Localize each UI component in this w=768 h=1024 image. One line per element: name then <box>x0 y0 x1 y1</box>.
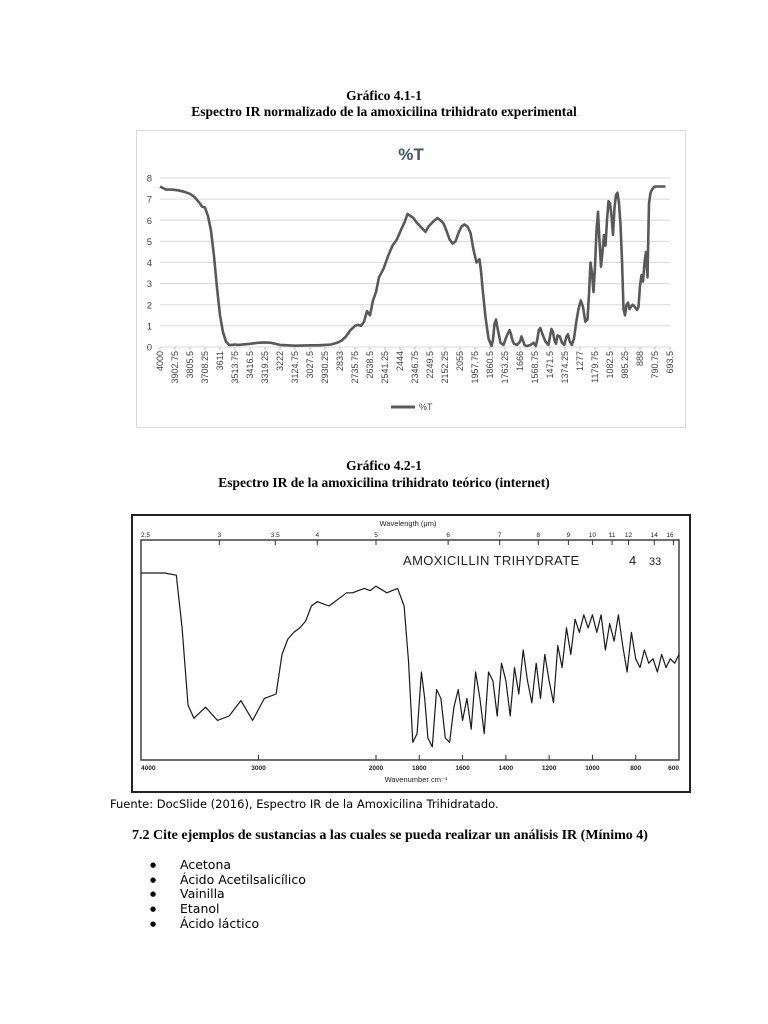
x2-tick-label: 6 <box>446 532 450 539</box>
list-item: ● Acetona <box>150 858 306 873</box>
x-tick-label: 3902.75 <box>170 351 181 384</box>
plot-frame <box>141 540 679 760</box>
chart-theoretical-ir <box>131 514 691 793</box>
x-tick-label: 1666 <box>515 351 526 372</box>
list-item: ● Etanol <box>150 902 306 917</box>
x2-tick-label: 2.5 <box>141 532 151 539</box>
x-tick-label: 600 <box>668 765 679 772</box>
x-tick-label: 3611 <box>215 351 226 371</box>
x-tick-label: 1471.5 <box>545 351 556 379</box>
list-item: ● Ácido Acetilsalicílico <box>150 873 306 888</box>
x-tick-label: 1082.5 <box>605 351 616 379</box>
chart1-svg <box>137 131 685 427</box>
legend-label: %T <box>419 402 433 412</box>
x2-tick-label: 4 <box>315 532 320 539</box>
x-tick-label: 3416.5 <box>245 351 256 379</box>
x-tick-label: 1200 <box>541 765 557 772</box>
x-tick-label: 3000 <box>251 765 266 772</box>
chart-experimental-ir <box>136 130 686 428</box>
x2-tick-label: 12 <box>624 532 633 539</box>
x2-tick-label: 9 <box>566 532 571 539</box>
chart2-svg <box>133 516 685 787</box>
x2-axis-label: Wavelength (μm) <box>379 519 437 528</box>
x-tick-label: 1568.75 <box>530 351 541 384</box>
y-tick-label: 1 <box>146 321 152 333</box>
list-item: ● Ácido láctico <box>150 917 306 932</box>
y-tick-label: 7 <box>146 194 152 206</box>
x-tick-label: 2541.25 <box>380 351 391 384</box>
x-tick-label: 790.75 <box>650 351 661 379</box>
graph2-caption: Espectro IR de la amoxicilina trihidrato teórico (internet) <box>218 475 550 490</box>
question-heading: 7.2 Cite ejemplos de sustancias a las cuales se pueda realizar un análisis IR (Mínimo 4) <box>132 828 648 843</box>
x-tick-label: 888 <box>635 351 646 367</box>
x2-tick-label: 14 <box>650 532 658 539</box>
y-tick-label: 5 <box>146 236 152 248</box>
x-tick-label: 2000 <box>368 765 384 772</box>
graph2-number: Gráfico 4.2-1 <box>346 458 422 473</box>
substance-list <box>150 858 306 932</box>
x-tick-label: 2249.5 <box>425 351 436 379</box>
y-tick-label: 2 <box>146 300 152 312</box>
x2-tick-label: 8 <box>536 532 541 539</box>
chart-title: %T <box>398 145 424 164</box>
x-tick-label: 4000 <box>155 351 166 372</box>
x-tick-label: 1800 <box>412 765 427 772</box>
x-tick-label: 1957.75 <box>470 351 481 384</box>
x-tick-label: 3124.75 <box>290 351 301 384</box>
x-tick-label: 3708.25 <box>200 351 211 384</box>
y-tick-label: 4 <box>146 258 152 269</box>
graph1-caption: Espectro IR normalizado de la amoxicilina trihidrato experimental <box>191 104 577 119</box>
y-tick-label: 3 <box>146 279 152 291</box>
x-tick-label: 3027.5 <box>305 351 316 379</box>
x-tick-label: 3222 <box>275 351 286 372</box>
y-tick-label: 0 <box>146 342 152 354</box>
x-tick-label: 1277 <box>575 351 586 372</box>
x-tick-label: 2930.25 <box>320 351 331 384</box>
x-tick-label: 2444 <box>395 351 406 372</box>
spectrum-title: AMOXICILLIN TRIHYDRATE <box>403 553 580 568</box>
x-tick-label: 1400 <box>498 765 514 772</box>
x-tick-label: 3805.5 <box>185 351 196 379</box>
x-tick-label: 2638.5 <box>365 351 376 379</box>
x-tick-label: 2833 <box>335 351 346 372</box>
x-tick-label: 1860.5 <box>485 351 496 379</box>
annotation: 33 <box>649 556 662 568</box>
x2-tick-label: 3.5 <box>270 532 280 539</box>
x-tick-label: 1374.25 <box>560 351 571 384</box>
x2-tick-label: 11 <box>608 532 616 539</box>
x2-tick-label: 7 <box>497 532 502 539</box>
list-item: ● Vainilla <box>150 887 306 902</box>
x-axis-label: Wavenumber cm⁻¹ <box>384 775 448 784</box>
x-tick-label: 4000 <box>141 765 156 772</box>
x-tick-label: 1000 <box>585 765 600 772</box>
graph1-number: Gráfico 4.1-1 <box>346 88 422 103</box>
x-tick-label: 2735.75 <box>350 351 361 384</box>
x2-tick-label: 16 <box>666 532 674 539</box>
spectrum-trace <box>141 573 679 747</box>
x-tick-label: 2346.75 <box>410 351 421 384</box>
x-tick-label: 693.5 <box>665 351 676 374</box>
x-tick-label: 2055 <box>455 351 466 372</box>
annotation: 4 <box>629 553 637 568</box>
x2-tick-label: 10 <box>588 532 597 539</box>
y-tick-label: 6 <box>146 215 152 227</box>
y-tick-label: 8 <box>146 173 152 185</box>
source-note: Fuente: DocSlide (2016), Espectro IR de la Amoxicilina Trihidratado. <box>110 797 499 811</box>
x2-tick-label: 3 <box>217 532 222 539</box>
x-tick-label: 985.25 <box>620 351 631 379</box>
x-tick-label: 1179.75 <box>590 351 601 383</box>
x-tick-label: 1763.25 <box>500 351 511 384</box>
x2-tick-label: 5 <box>374 532 378 539</box>
x-tick-label: 1600 <box>455 765 470 772</box>
series-line-T <box>160 187 666 346</box>
x-tick-label: 800 <box>630 765 642 772</box>
x-tick-label: 3513.75 <box>230 351 241 384</box>
x-tick-label: 2152.25 <box>440 351 451 384</box>
x-tick-label: 3319.25 <box>260 351 271 384</box>
